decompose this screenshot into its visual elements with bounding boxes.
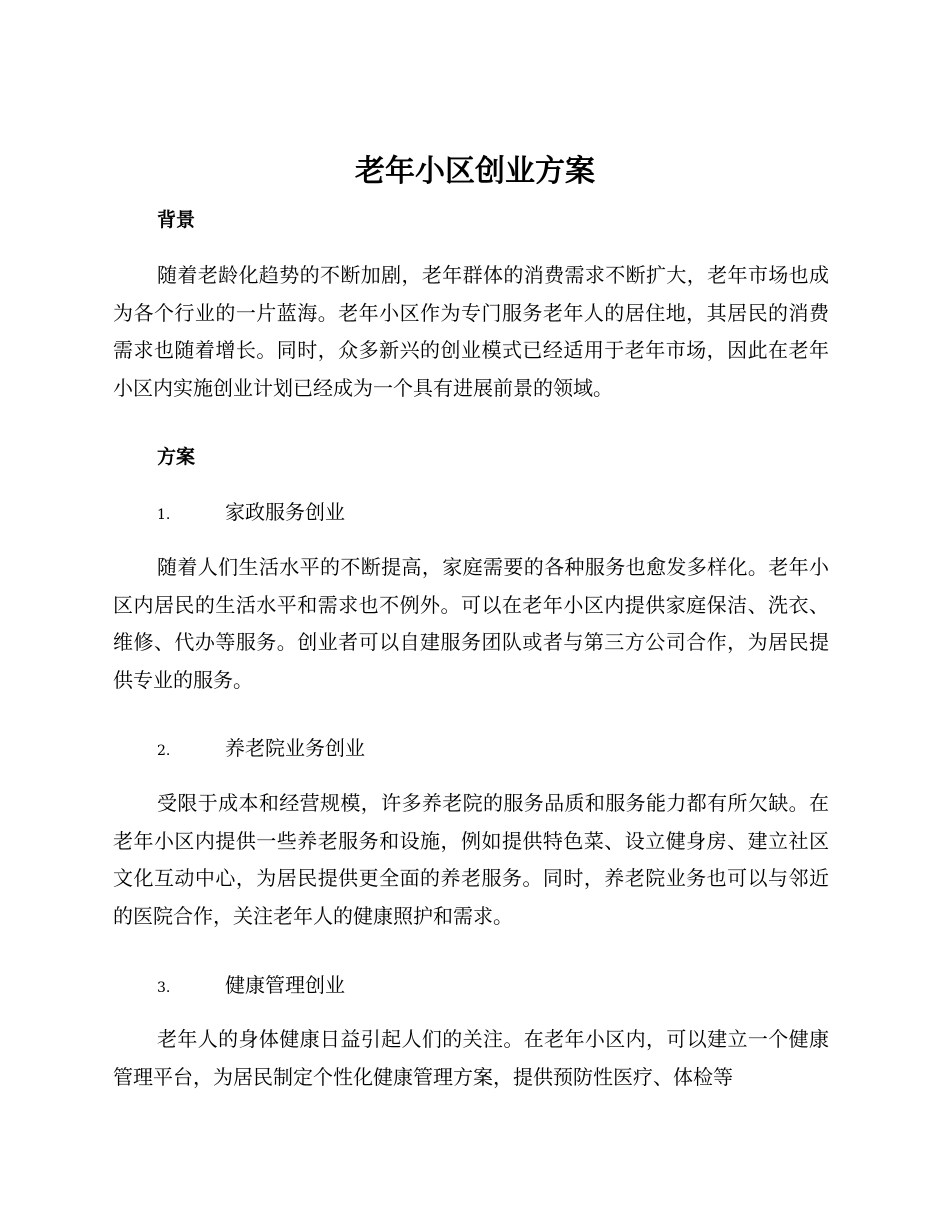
- section-heading-plan: 方案: [157, 446, 196, 468]
- background-paragraph: 随着老龄化趋势的不断加剧，老年群体的消费需求不断扩大，老年市场也成为各个行业的一片蓝海。老年小区作为专门服务老年人的居住地，其居民的消费需求也随着增长。同时，众多新兴的创业模式已经适用于老年市场，因此在老年小区内实施创业计划已经成为一个具有进展前景的领域。: [113, 263, 829, 400]
- list-item-heading: [157, 497, 345, 530]
- list-item-title: 养老院业务创业: [225, 736, 365, 760]
- list-item-title: 家政服务创业: [225, 500, 345, 524]
- document-title: 老年小区创业方案: [355, 154, 595, 189]
- section-heading-background: 背景: [157, 209, 196, 231]
- list-item-number: 1.: [157, 507, 171, 523]
- list-item-title: 健康管理创业: [225, 973, 345, 997]
- list-item-paragraph: 老年人的身体健康日益引起人们的关注。在老年小区内，可以建立一个健康管理平台，为居民制定个性化健康管理方案，提供预防性医疗、体检等: [113, 1027, 829, 1089]
- list-item-heading: [157, 970, 345, 1003]
- list-item-paragraph: 受限于成本和经营规模，许多养老院的服务品质和服务能力都有所欠缺。在老年小区内提供一些养老服务和设施，例如提供特色菜、设立健身房、建立社区文化互动中心，为居民提供更全面的养老服务。同时，养老院业务也可以与邻近的医院合作，关注老年人的健康照护和需求。: [113, 791, 829, 928]
- list-item-number: 3.: [157, 980, 171, 996]
- list-item-paragraph: 随着人们生活水平的不断提高，家庭需要的各种服务也愈发多样化。老年小区内居民的生活水平和需求也不例外。可以在老年小区内提供家庭保洁、洗衣、维修、代办等服务。创业者可以自建服务团队或者与第三方公司合作，为居民提供专业的服务。: [113, 555, 829, 692]
- list-item-number: 2.: [157, 743, 171, 759]
- list-item-heading: [157, 733, 365, 766]
